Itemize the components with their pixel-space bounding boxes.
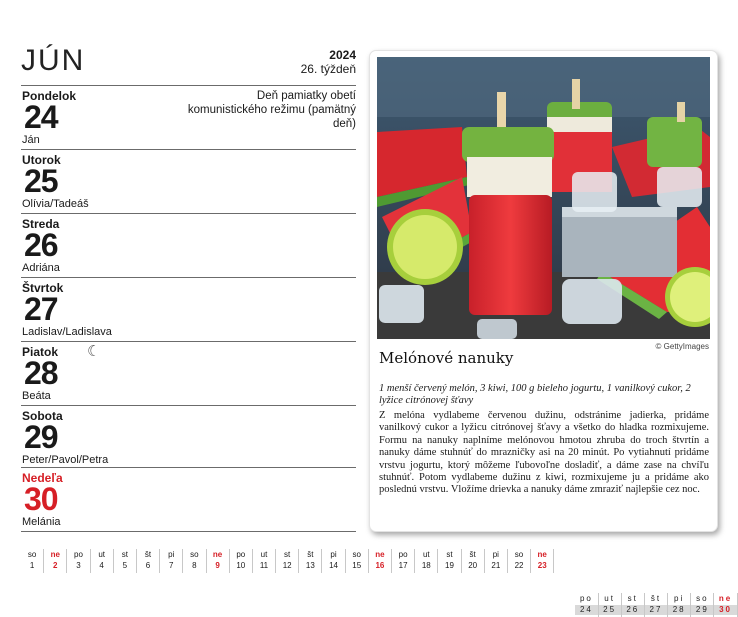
mini-calendar-weekday: ne [50, 550, 60, 559]
day-number: 26 [24, 227, 58, 263]
mini-calendar-date: 24 [575, 605, 597, 615]
day-names: Ján [22, 134, 40, 146]
mini-calendar-day [114, 549, 137, 573]
mini-calendar-day [137, 549, 160, 573]
photo-credit: © GettyImages [655, 342, 709, 351]
day-number: 29 [24, 419, 58, 455]
mini-calendar-weekday: so [190, 550, 199, 559]
day-monday [21, 85, 356, 150]
day-weekday: Piatok [22, 345, 59, 359]
mini-calendar-weekday: ne [718, 594, 733, 603]
mini-calendar-date: 25 [599, 605, 621, 615]
mini-calendar-day [207, 549, 230, 573]
day-number: 30 [24, 481, 58, 517]
mini-calendar-weekday: pi [168, 550, 175, 559]
mini-calendar-date: 4 [99, 561, 104, 570]
mini-calendar-weekday: št [650, 594, 662, 603]
mini-calendar-date: 20 [468, 561, 478, 570]
mini-calendar-weekday: ut [260, 550, 268, 559]
mini-calendar-day [462, 549, 485, 573]
mini-calendar-weekday: ut [98, 550, 105, 559]
day-saturday [21, 405, 356, 470]
mini-calendar-day [346, 549, 369, 573]
recipe-method: Z melóna vydlabeme červenou dužinu, odstránime jadierka, pridáme vanilkový cukor a lyžicu citrónovej šťavy a všetko do hladka rozmixujeme. Formu na nanuky naplníme melónovou hmotou zhruba do troch štvrtín a nanuky dáme stuhnúť do mrazničky asi na 20 minút. Po vytiahnutí pridáme vrstvu jogurtu, ktorý môžeme ľubovoľne dosladiť, a dáme zase na chvíľu stuhnúť. Potom vydlabeme dužinu z kiwi, rozmixujeme ju a pridáme ako poslednú vrstvu. Vložíme drievka a nanuky dáme zmraziť najlepšie cez noc. [379, 410, 709, 496]
day-names: Melánia [22, 516, 61, 528]
mini-calendar-date: 8 [192, 561, 197, 570]
mini-calendar-date: 26 [622, 605, 644, 615]
mini-calendar-weekday: po [74, 550, 83, 559]
year-label: 2024 [329, 48, 356, 62]
mini-calendar-day [392, 549, 415, 573]
mini-calendar-weekday: st [446, 550, 453, 559]
day-friday [21, 341, 356, 406]
mini-calendar-day [415, 549, 438, 573]
mini-calendar-date: 1 [29, 561, 35, 570]
day-number: 28 [24, 355, 58, 391]
mini-calendar-day [276, 549, 299, 573]
mini-calendar-date: 6 [145, 561, 151, 570]
day-number: 25 [24, 163, 58, 199]
day-names: Olívia/Tadeáš [22, 198, 89, 210]
day-weekday: Utorok [22, 153, 61, 167]
mini-calendar-date: 2 [53, 561, 58, 570]
mini-calendar-weekday: po [398, 550, 408, 559]
recipe-card [369, 50, 718, 532]
moon-phase-icon: ☾ [87, 343, 101, 360]
day-weekday: Pondelok [22, 89, 77, 103]
mini-calendar-weekday: pi [492, 550, 499, 559]
mini-calendar-date: 14 [329, 561, 338, 570]
week-label: 26. týždeň [300, 62, 356, 76]
mini-calendar-day [91, 549, 114, 573]
mini-calendar-date: 29 [691, 605, 713, 615]
mini-calendar-date: 21 [491, 561, 501, 570]
mini-calendar-weekday: so [514, 550, 524, 559]
mini-calendar-weekday: ut [604, 594, 615, 603]
mini-calendar-day [21, 549, 44, 573]
divider [21, 531, 356, 532]
mini-calendar-date: 3 [76, 561, 81, 570]
day-thursday [21, 277, 356, 342]
mini-calendar-date: 17 [398, 561, 408, 570]
mini-calendar-day [67, 549, 90, 573]
mini-calendar-day [160, 549, 183, 573]
mini-calendar-weekday: st [284, 550, 291, 559]
day-weekday: Nedeľa [22, 471, 63, 485]
mini-calendar-day [531, 549, 554, 573]
mini-calendar-date: 12 [282, 561, 292, 570]
day-note: Deň pamiatky obetí komunistického režimu (pamätný deň) [187, 90, 356, 130]
day-names: Peter/Pavol/Petra [22, 454, 109, 466]
mini-calendar [21, 549, 733, 614]
day-wednesday [21, 213, 356, 278]
mini-calendar-date: 18 [421, 561, 431, 570]
day-weekday: Štvrtok [22, 281, 64, 295]
mini-calendar-day [253, 549, 276, 573]
mini-calendar-weekday: po [236, 550, 246, 559]
mini-calendar-weekday: št [144, 550, 152, 559]
mini-calendar-day [622, 593, 645, 617]
day-names: Ladislav/Ladislava [22, 326, 112, 338]
mini-calendar-date: 13 [305, 561, 315, 570]
mini-calendar-date: 30 [714, 605, 736, 615]
mini-calendar-day [322, 549, 345, 573]
mini-calendar-weekday: so [27, 550, 37, 559]
mini-calendar-date: 19 [445, 561, 454, 570]
day-number: 24 [24, 99, 58, 135]
recipe-title: Melónové nanuky [379, 349, 514, 367]
mini-calendar-weekday: st [627, 594, 638, 603]
mini-calendar-day [230, 549, 253, 573]
day-weekday: Sobota [22, 409, 63, 423]
mini-calendar-date: 23 [537, 561, 547, 570]
mini-calendar-date: 5 [122, 561, 128, 570]
day-names: Adriána [22, 262, 60, 274]
mini-calendar-date: 10 [236, 561, 246, 570]
mini-calendar-date: 15 [352, 561, 362, 570]
mini-calendar-day [668, 593, 691, 617]
mini-calendar-day [183, 549, 206, 573]
mini-calendar-day [714, 593, 737, 617]
mini-calendar-day [599, 593, 622, 617]
mini-calendar-date: 9 [215, 561, 220, 570]
mini-calendar-day [575, 593, 598, 617]
day-tuesday [21, 149, 356, 214]
mini-calendar-date: 16 [375, 561, 385, 570]
day-sunday [21, 467, 356, 532]
mini-calendar-day [369, 549, 392, 573]
mini-calendar-day [508, 549, 531, 573]
mini-calendar-day [44, 549, 67, 573]
mini-calendar-weekday: ut [422, 550, 430, 559]
day-names: Beáta [22, 390, 51, 402]
mini-calendar-day [485, 549, 508, 573]
mini-calendar-date: 7 [168, 561, 174, 570]
mini-calendar-weekday: po [579, 594, 593, 603]
day-weekday: Streda [22, 217, 60, 231]
mini-calendar-day [691, 593, 714, 617]
mini-calendar-weekday: ne [537, 550, 547, 559]
mini-calendar-date: 27 [645, 605, 667, 615]
recipe-ingredients: 1 menší červený melón, 3 kiwi, 100 g bieleho jogurtu, 1 vanilkový cukor, 2 lyžice citrónovej šťavy [379, 383, 691, 406]
mini-calendar-weekday: st [121, 550, 128, 559]
mini-calendar-weekday: ne [212, 550, 223, 559]
mini-calendar-date: 11 [259, 561, 269, 570]
mini-calendar-weekday: št [469, 550, 476, 559]
recipe-photo [377, 57, 710, 339]
mini-calendar-weekday: pi [330, 550, 337, 559]
mini-calendar-weekday: so [696, 594, 709, 603]
mini-calendar-weekday: št [307, 550, 314, 559]
mini-calendar-weekday: so [352, 550, 361, 559]
month-title: JÚN [21, 44, 86, 77]
mini-calendar-day [299, 549, 322, 573]
mini-calendar-weekday: ne [375, 550, 385, 559]
mini-calendar-date: 28 [668, 605, 690, 615]
mini-calendar-day [645, 593, 668, 617]
mini-calendar-weekday: pi [674, 594, 685, 603]
mini-calendar-day [438, 549, 461, 573]
day-number: 27 [24, 291, 58, 327]
mini-calendar-date: 22 [514, 561, 524, 570]
